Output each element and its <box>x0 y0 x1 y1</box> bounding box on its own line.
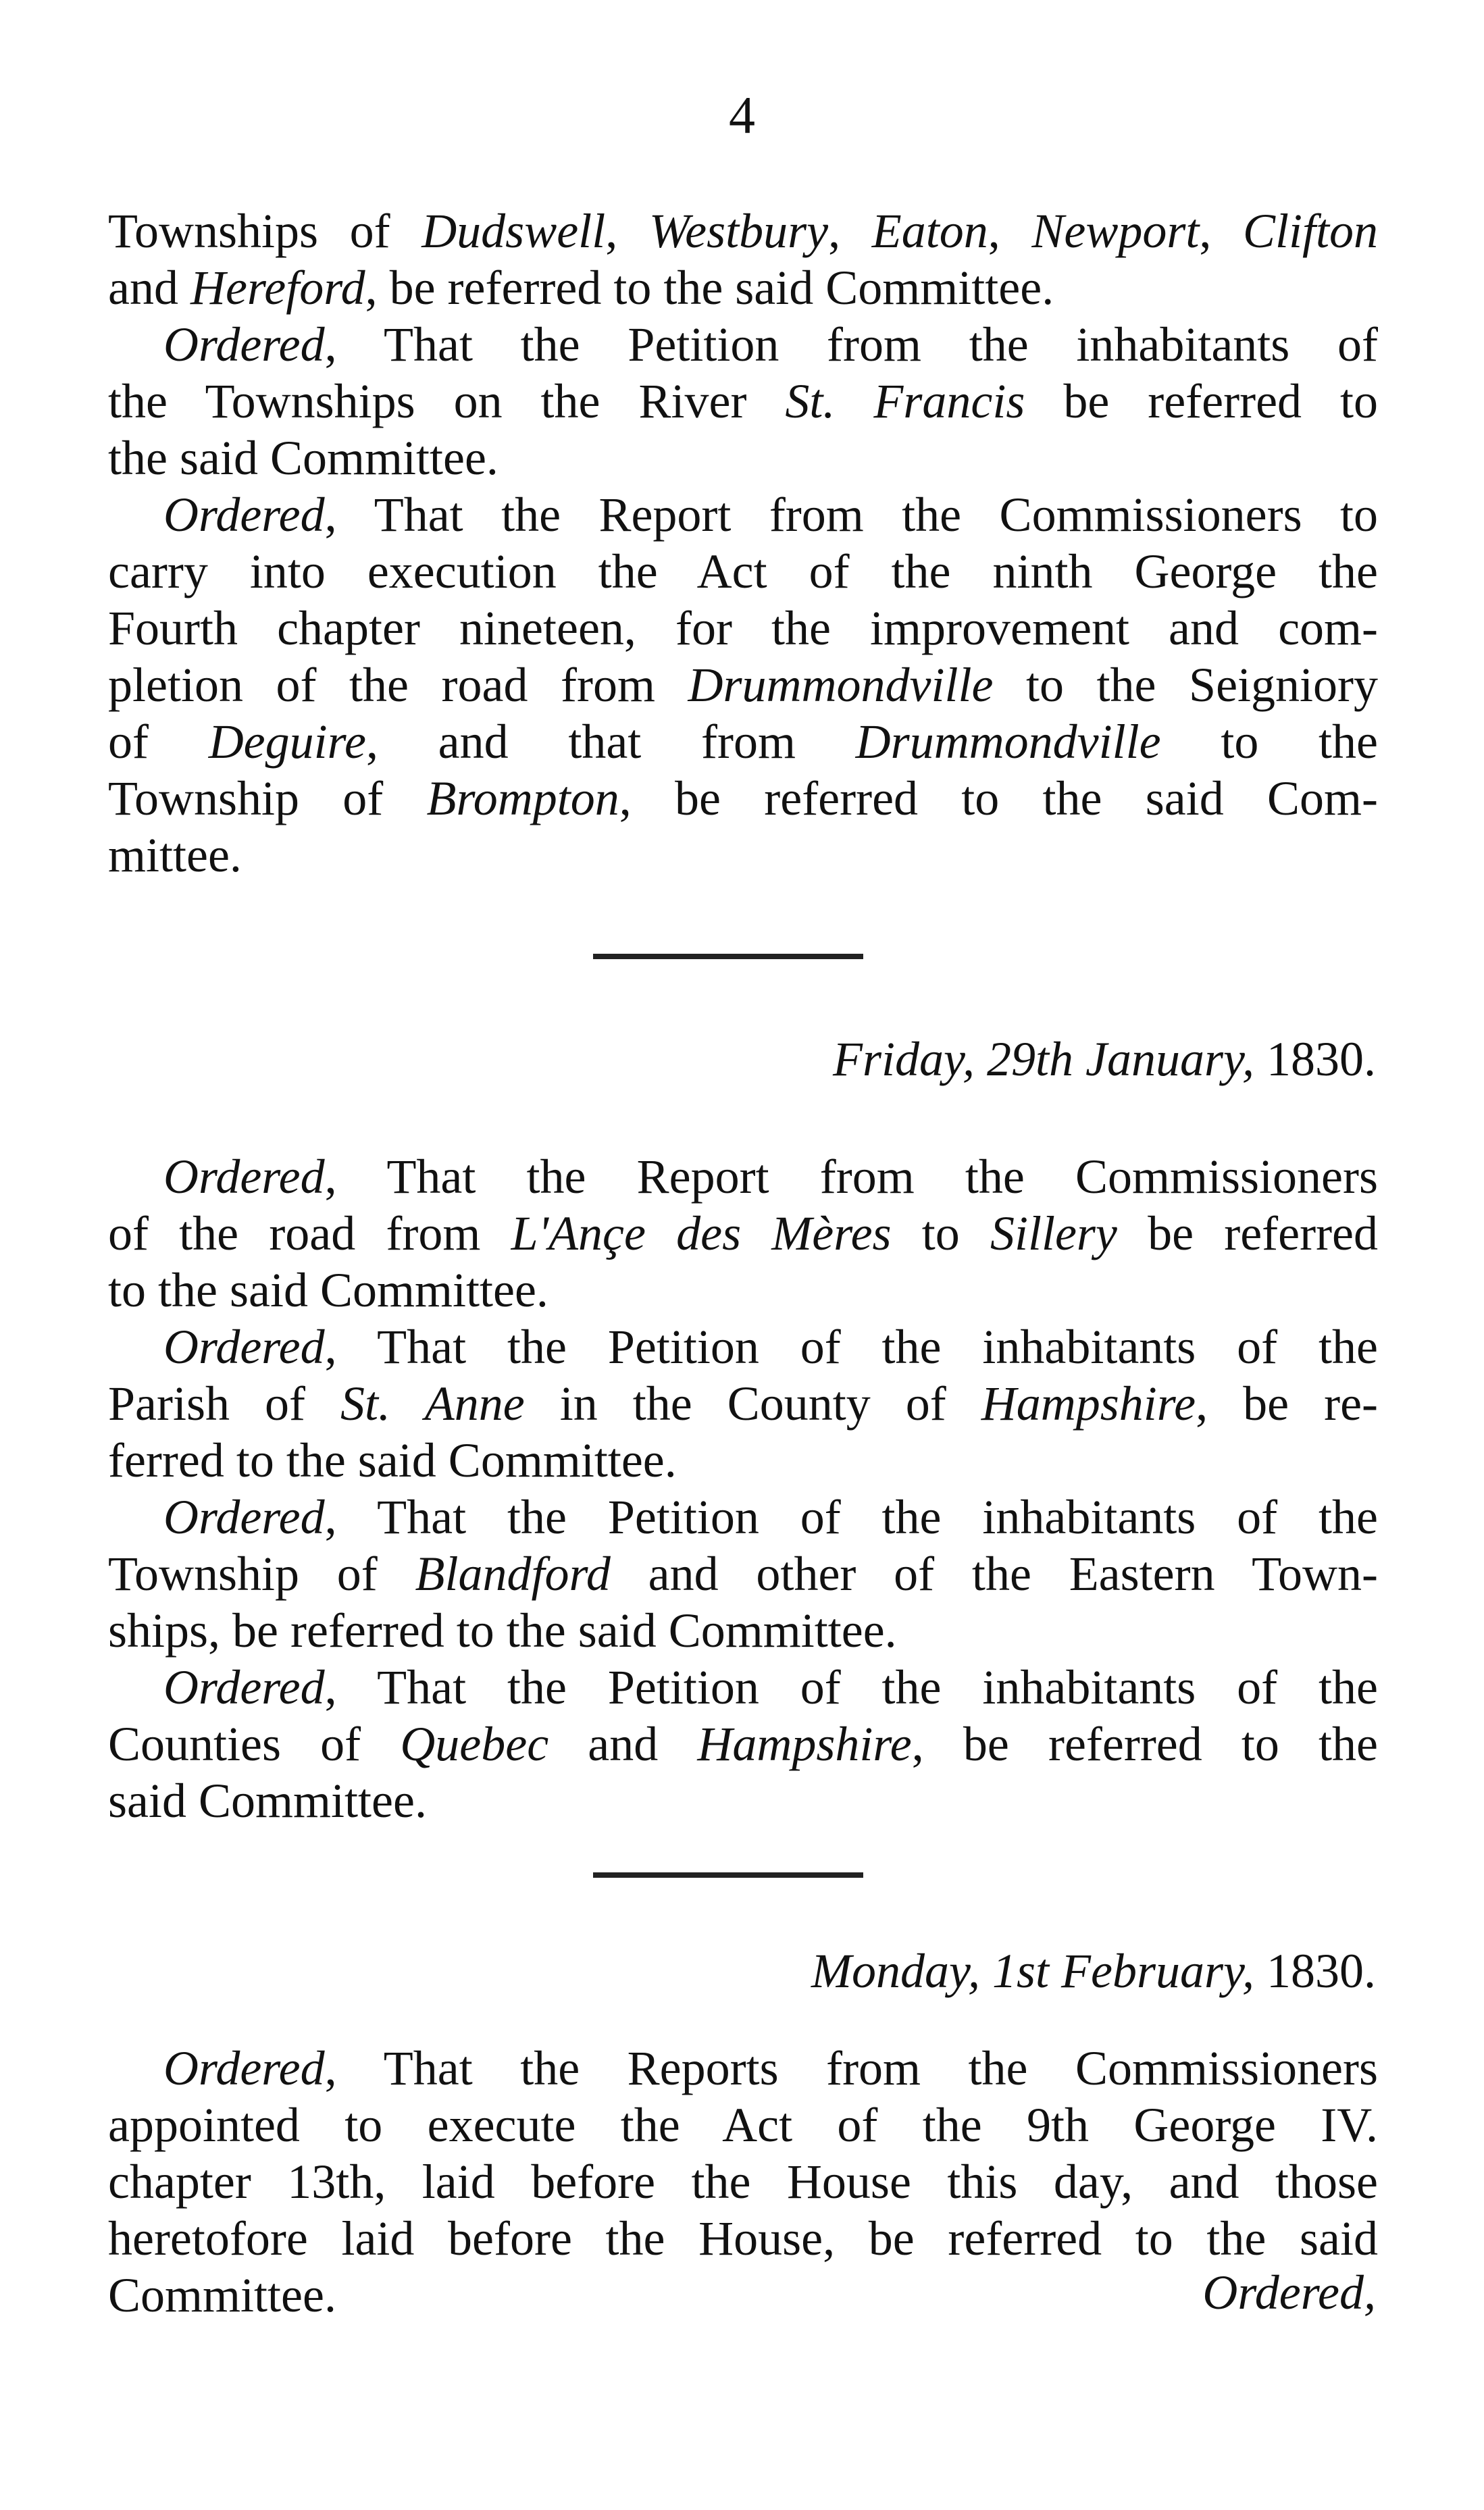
text-line: heretofore laid before the House, be referred to the said <box>108 2211 1378 2265</box>
text-line: mittee. <box>108 828 242 882</box>
text-line: ferred to the said Committee. <box>108 1433 677 1487</box>
text-line: Ordered, That the Report from the Commissioners to <box>163 488 1378 542</box>
text-line: of Deguire, and that from Drummondville to the <box>108 715 1378 769</box>
section-divider <box>593 954 863 959</box>
text-line: the said Committee. <box>108 431 498 485</box>
text-line: said Committee. <box>108 1774 427 1828</box>
section-3 <box>108 2040 1378 2324</box>
text-line: chapter 13th, laid before the House this day, and those <box>108 2155 1378 2209</box>
text-line: Ordered, That the Petition from the inhabitants of <box>163 317 1378 372</box>
date-year: 1830. <box>1266 1944 1376 1998</box>
catchword: Ordered, <box>1202 2265 1376 2320</box>
text-line: the Townships on the River St. Francis be referred to <box>108 374 1378 428</box>
text-line: Fourth chapter nineteen, for the improvement and com- <box>108 601 1378 655</box>
text-line: carry into execution the Act of the ninth George the <box>108 544 1378 598</box>
text-line: ships, be referred to the said Committee. <box>108 1604 897 1658</box>
text-line: Ordered, That the Petition of the inhabitants of the <box>163 1320 1378 1374</box>
date-heading <box>811 1943 1376 1999</box>
text-line: Ordered, That the Reports from the Commissioners <box>163 2041 1378 2095</box>
text-line: Parish of St. Anne in the County of Hampshire, be re- <box>108 1377 1379 1431</box>
text-line: Ordered, That the Petition of the inhabitants of the <box>163 1660 1378 1714</box>
date-year: 1830. <box>1266 1032 1376 1086</box>
section-1 <box>108 203 1378 883</box>
text-line: Counties of Quebec and Hampshire, be referred to the <box>108 1717 1379 1771</box>
text-line: Township of Brompton, be referred to the said Com- <box>108 771 1379 825</box>
text-line: Committee. <box>108 2268 336 2322</box>
text-line: pletion of the road from Drummondville to the Seigniory <box>108 658 1379 712</box>
section-2 <box>108 1148 1378 1829</box>
section-divider <box>593 1872 863 1878</box>
text-line: Ordered, That the Report from the Commissioners <box>163 1150 1378 1204</box>
text-line: of the road from L'Ançe des Mères to Sillery be referred <box>108 1206 1379 1260</box>
text-line: appointed to execute the Act of the 9th George IV. <box>108 2098 1378 2152</box>
date-heading <box>833 1031 1376 1087</box>
page-number: 4 <box>729 86 755 145</box>
date-day: Monday, 1st February, <box>811 1944 1254 1998</box>
text-line: Townships of Dudswell, Westbury, Eaton, Newport, Clifton <box>108 204 1379 258</box>
text-line: to the said Committee. <box>108 1263 548 1317</box>
date-day: Friday, 29th January, <box>833 1032 1254 1086</box>
text-line: and Hereford, be referred to the said Committee. <box>108 261 1054 315</box>
text-line: Ordered, That the Petition of the inhabitants of the <box>163 1490 1378 1544</box>
text-line: Township of Blandford and other of the Eastern Town- <box>108 1547 1378 1601</box>
